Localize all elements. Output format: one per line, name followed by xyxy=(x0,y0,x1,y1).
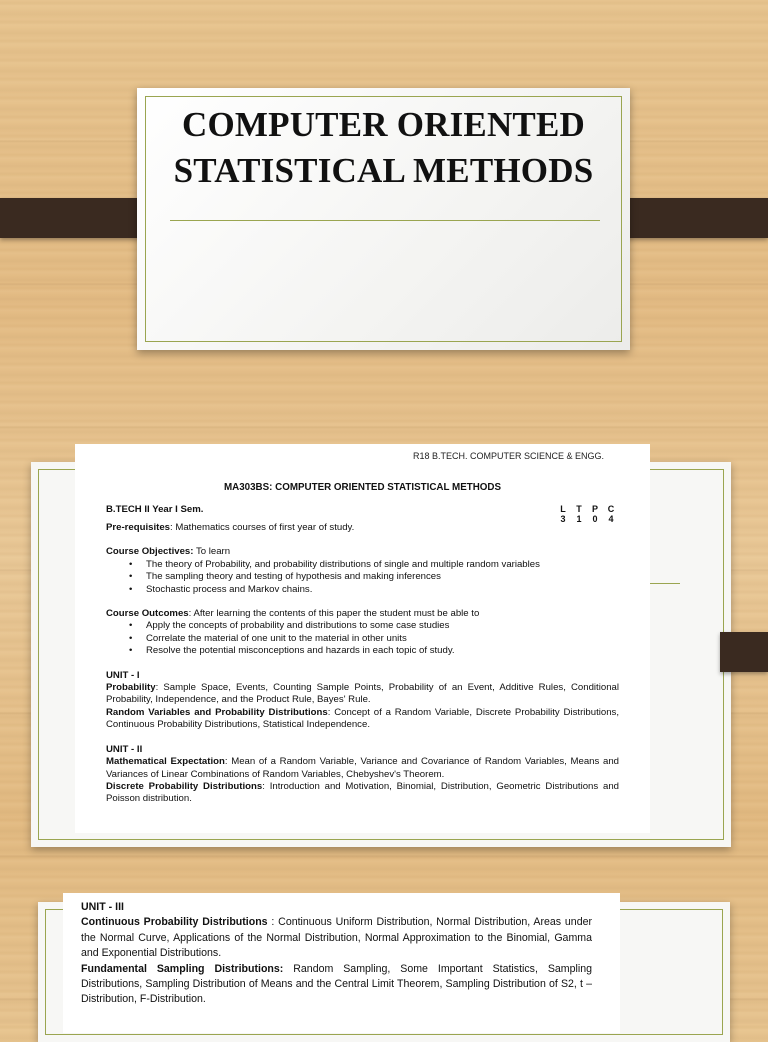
outcomes-list xyxy=(106,620,619,657)
unit-2-heading: UNIT - II xyxy=(106,743,143,755)
document-header: R18 B.TECH. COMPUTER SCIENCE & ENGG. xyxy=(412,451,604,461)
title-line-2: STATISTICAL METHODS xyxy=(173,151,594,190)
outcomes-label: Course Outcomes xyxy=(106,608,189,620)
probability-text: : Sample Space, Events, Counting Sample Points, Probability of an Event, Additive Rules, Conditional Probability, Independence, and the Product Rule, Bayes' Rule. xyxy=(106,682,619,706)
continuous-label: Continuous Probability Distributions xyxy=(81,916,268,929)
fundamental-text: Random Sampling, Some Important Statistics, Sampling Distributions, Sampling Distribution of Means and the Central Limit Theorem, Sampling Distribution of S2, t –Distribution, F-Distribution. xyxy=(81,962,592,1006)
prereq-text: : Mathematics courses of first year of study. xyxy=(170,522,355,533)
ltpc-label: L xyxy=(560,504,566,514)
unit-1-heading: UNIT - I xyxy=(106,669,140,681)
list-item: • The theory of Probability, and probability distributions of single and multiple random variables xyxy=(146,559,619,571)
title-slide xyxy=(0,0,768,400)
unit-3-body xyxy=(81,900,592,1008)
outcomes-intro: : After learning the contents of this paper the student must be able to xyxy=(188,608,480,620)
discrete-text: : Introduction and Motivation, Binomial, Distribution, Geometric Distributions and Poisson distribution. xyxy=(106,780,620,805)
outcomes-heading xyxy=(106,608,619,620)
rv-text: : Concept of a Random Variable, Discrete Probability Distributions, Continuous Probability Distributions, Statistical Independence. xyxy=(106,706,620,731)
continuous-text: : Continuous Uniform Distribution, Normal Distribution, Areas under the Normal Curve, Applications of the Normal Distribution, Normal Approximation to the Binomial, Gamma and Exponential Distributions. xyxy=(81,916,593,960)
ltpc-label: C xyxy=(607,504,615,514)
expectation-label: Mathematical Expectation xyxy=(106,756,225,768)
unit-1-probability xyxy=(106,682,619,707)
list-item: • Correlate the material of one unit to the material in other units xyxy=(146,633,619,645)
slide-title xyxy=(137,102,630,194)
course-title: MA303BS: COMPUTER ORIENTED STATISTICAL METHODS xyxy=(223,482,502,493)
right-accent-rule xyxy=(650,583,680,584)
document-body xyxy=(106,504,619,806)
ltpc-table xyxy=(555,504,619,524)
right-accent-band-2 xyxy=(720,632,768,672)
right-accent-band xyxy=(612,198,768,238)
objectives-heading xyxy=(106,546,619,558)
objectives-intro: To learn xyxy=(193,546,231,558)
syllabus-document xyxy=(75,444,650,833)
prereq-label: Pre-requisites xyxy=(106,522,170,533)
probability-label: Probability xyxy=(106,682,156,694)
ltpc-value: 3 xyxy=(560,514,566,524)
ltpc-value: 4 xyxy=(608,514,614,524)
title-card xyxy=(137,88,630,350)
ltpc-value: 0 xyxy=(592,514,598,524)
objectives-label: Course Objectives: xyxy=(106,546,194,558)
prerequisites xyxy=(106,522,619,534)
title-divider xyxy=(170,220,600,221)
unit-3-fundamental xyxy=(81,962,592,1008)
left-accent-band xyxy=(0,198,153,238)
unit-3-heading: UNIT - III xyxy=(81,901,124,913)
ltpc-label: T xyxy=(576,504,582,514)
list-item: • The sampling theory and testing of hypothesis and making inferences xyxy=(146,571,619,583)
list-item: • Resolve the potential misconceptions and hazards in each topic of study. xyxy=(146,645,619,657)
ltpc-value: 1 xyxy=(576,514,582,524)
unit-1-random-variables xyxy=(106,707,619,732)
title-line-1: COMPUTER ORIENTED xyxy=(181,105,585,144)
fundamental-label: Fundamental Sampling Distributions: xyxy=(81,962,284,975)
discrete-label: Discrete Probability Distributions xyxy=(106,780,263,792)
list-item: • Apply the concepts of probability and distributions to some case studies xyxy=(146,620,619,632)
unit-3-continuous xyxy=(81,915,592,961)
unit-2-expectation xyxy=(106,756,619,781)
semester-label: B.TECH II Year I Sem. xyxy=(106,504,204,515)
ltpc-label: P xyxy=(591,504,598,514)
list-item: • Stochastic process and Markov chains. xyxy=(146,584,619,596)
unit-2-discrete xyxy=(106,781,619,806)
objectives-list xyxy=(106,559,619,596)
semester-row xyxy=(106,504,619,524)
unit-3-document xyxy=(63,893,620,1033)
rv-label: Random Variables and Probability Distributions xyxy=(106,706,328,718)
expectation-text: : Mean of a Random Variable, Variance and Covariance of Random Variables, Means and Variances of Linear Combinations of Random Variables, Chebyshev's Theorem. xyxy=(106,756,620,780)
